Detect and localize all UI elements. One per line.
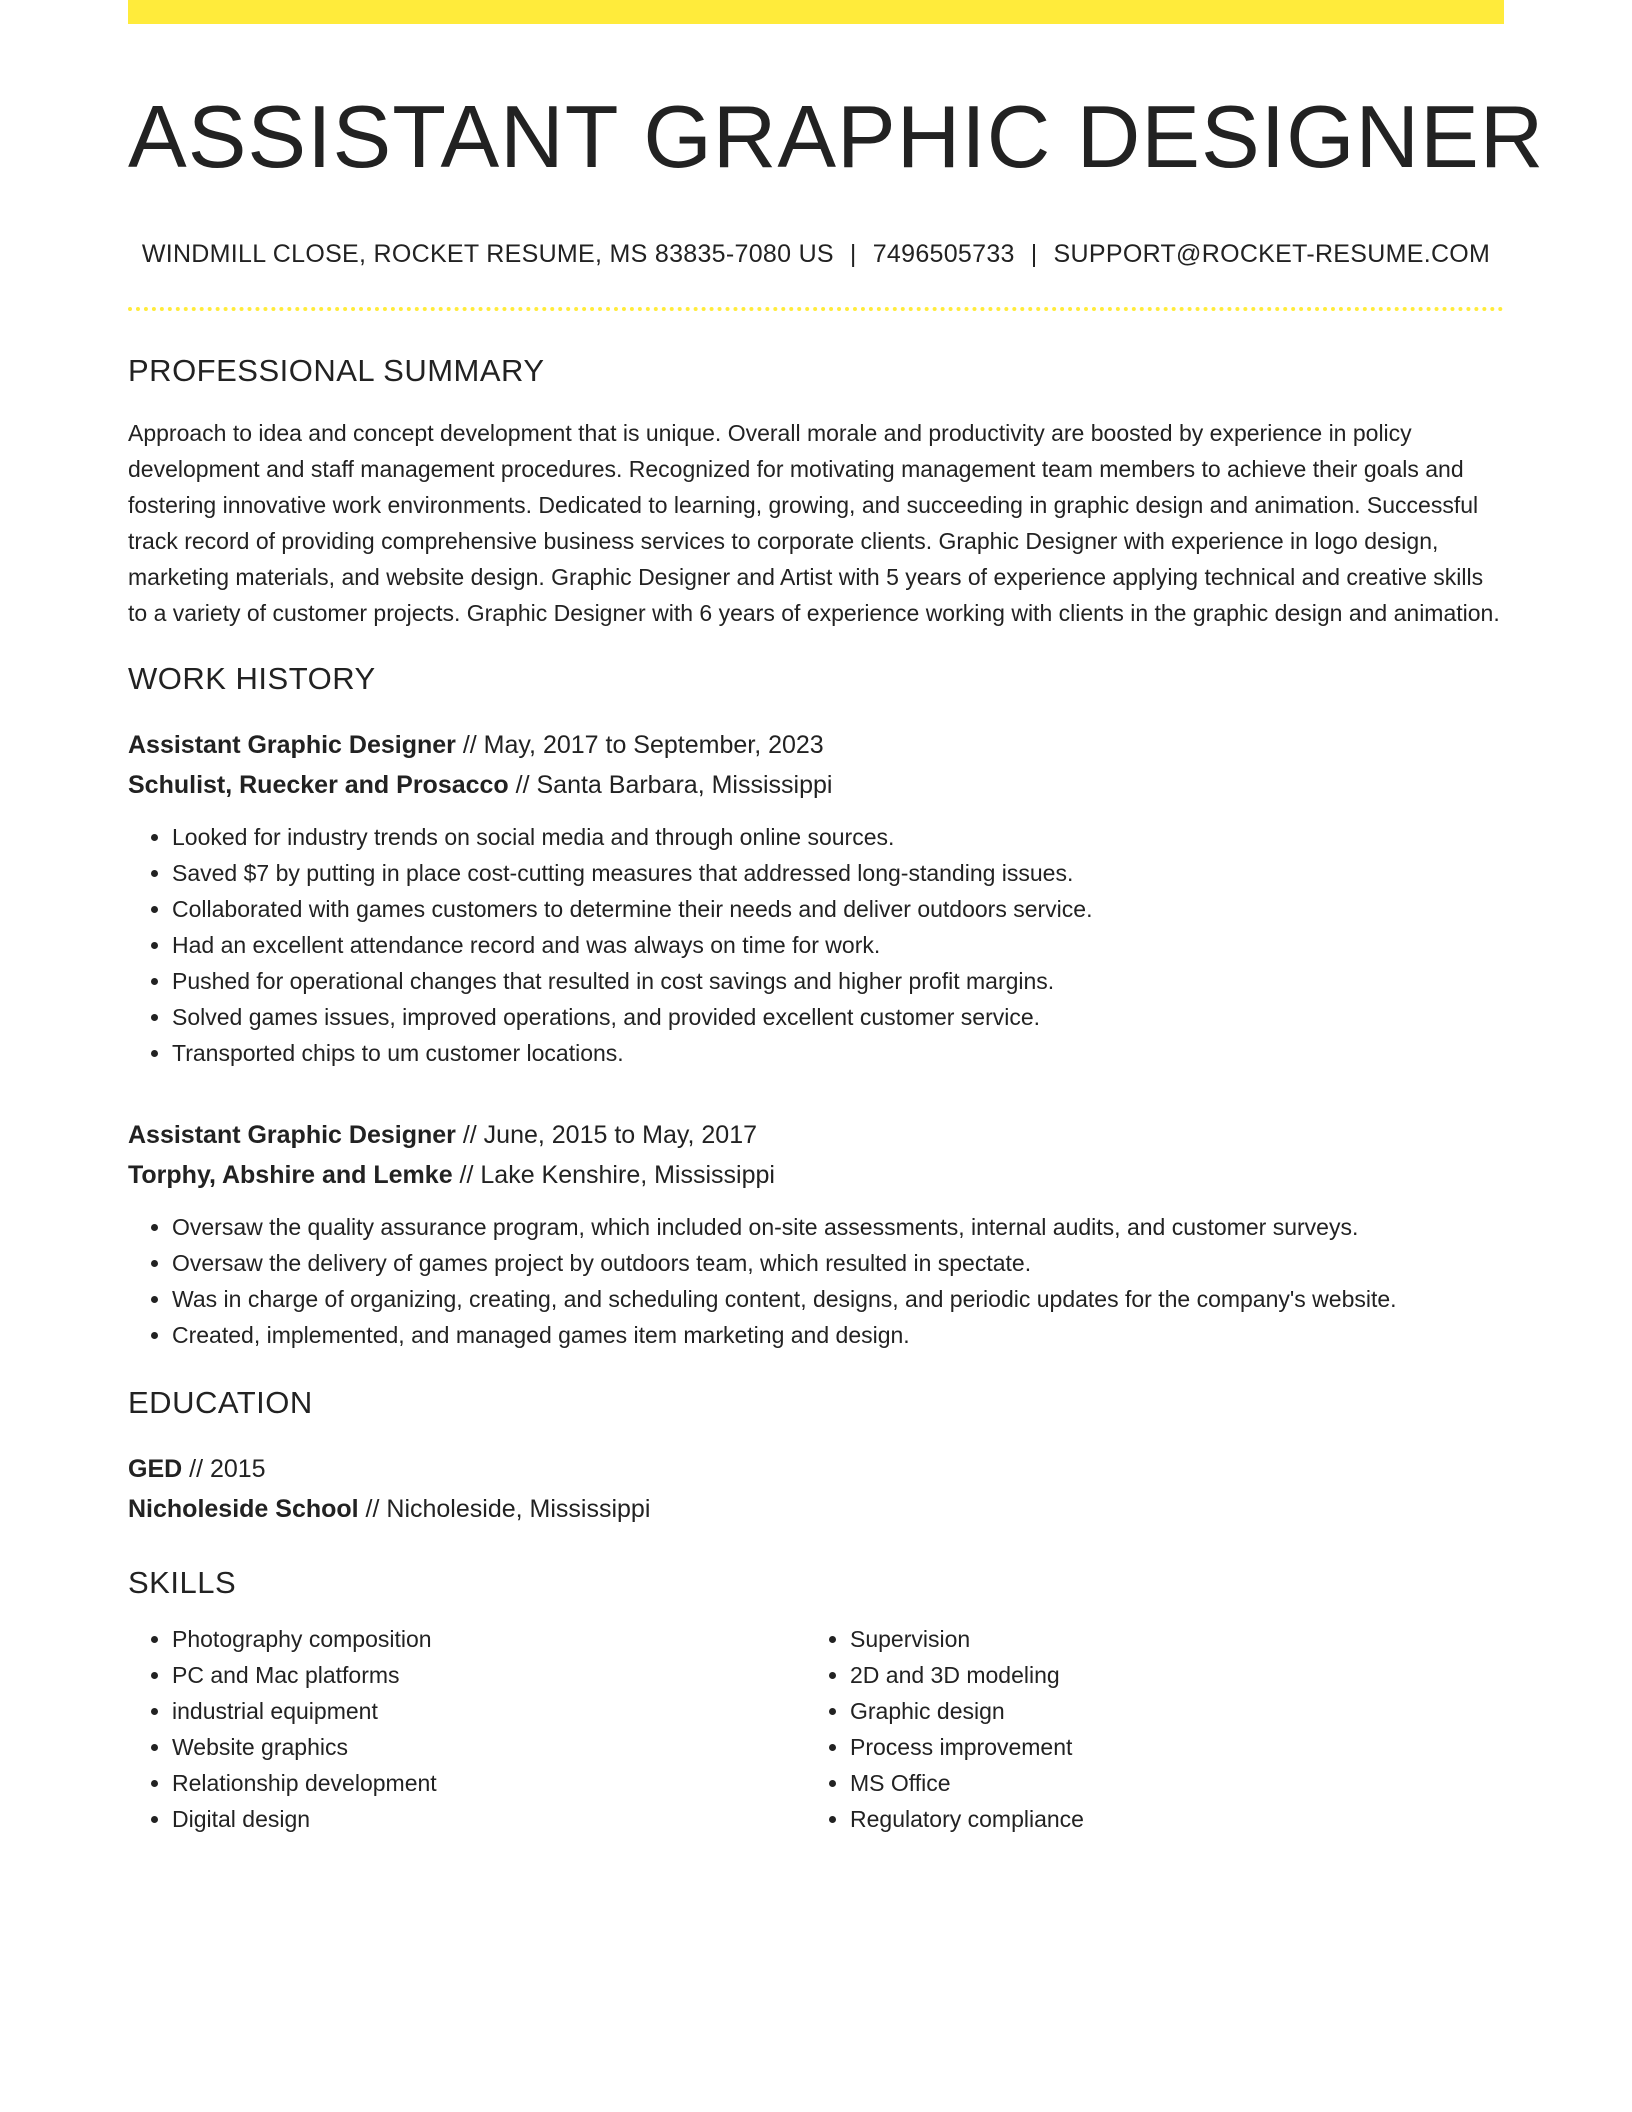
list-item: • Oversaw the delivery of games project by outdoors team, which resulted in spectate.: [172, 1245, 1504, 1281]
summary-text: Approach to idea and concept development that is unique. Overall morale and productivity are boosted by experience in policy development and staff management procedures. Recognized for motivating management team members to achieve their goals and fostering innovative work environments. Dedicated to learning, growing, and succeeding in graphic design and animation. Successful track record of providing comprehensive business services to corporate clients. Graphic Designer with experience in logo design, marketing materials, and website design. Graphic Designer and Artist with 5 years of experience applying technical and creative skills to a variety of customer projects. Graphic Designer with 6 years of experience working with clients in the graphic design and animation.: [128, 419, 1500, 626]
list-item: • Transported chips to um customer locations.: [172, 1035, 1504, 1071]
list-item: • Oversaw the quality assurance program, which included on-site assessments, internal audits, and customer surveys.: [172, 1209, 1504, 1245]
skills-column-left: [128, 1621, 806, 1837]
job-company: Torphy, Abshire and Lemke: [128, 1160, 453, 1189]
skills-grid: [128, 1621, 1504, 1837]
skills-column-right: [806, 1621, 1484, 1837]
job-company: Schulist, Ruecker and Prosacco: [128, 770, 509, 799]
list-item: • 2D and 3D modeling: [850, 1657, 1484, 1693]
list-item: • Collaborated with games customers to determine their needs and deliver outdoors service.: [172, 891, 1504, 927]
list-item: • Digital design: [172, 1801, 806, 1837]
education-degree: GED: [128, 1454, 183, 1483]
education-heading: EDUCATION: [128, 1384, 313, 1420]
education-year: // 2015: [182, 1454, 266, 1483]
education-school-line: [128, 1489, 1504, 1529]
list-item: • Photography composition: [172, 1621, 806, 1657]
job-bullets: [128, 1209, 1504, 1353]
job-dates: // June, 2015 to May, 2017: [455, 1120, 758, 1149]
summary-heading: PROFESSIONAL SUMMARY: [128, 352, 545, 388]
job-location: // Santa Barbara, Mississippi: [508, 770, 833, 799]
resume-title: ASSISTANT GRAPHIC DESIGNER: [128, 87, 1545, 186]
list-item: • industrial equipment: [172, 1693, 806, 1729]
education-school: Nicholeside School: [128, 1494, 359, 1523]
list-item: • Saved $7 by putting in place cost-cutting measures that addressed long-standing issues.: [172, 855, 1504, 891]
job-bullets: [128, 819, 1504, 1071]
dotted-divider: [128, 307, 1504, 311]
top-accent-bar: [128, 0, 1504, 24]
list-item: • Had an excellent attendance record and was always on time for work.: [172, 927, 1504, 963]
skills-heading: SKILLS: [128, 1564, 237, 1600]
education-entry: [128, 1449, 1504, 1529]
resume-page: [128, 0, 1545, 1837]
job-location: // Lake Kenshire, Mississippi: [452, 1160, 775, 1189]
job-role: Assistant Graphic Designer: [128, 730, 456, 759]
list-item: • MS Office: [850, 1765, 1484, 1801]
job-dates: // May, 2017 to September, 2023: [455, 730, 824, 759]
contact-separator: |: [849, 239, 857, 268]
work-history-heading: WORK HISTORY: [128, 660, 376, 696]
contact-line: [128, 240, 1504, 269]
education-location: // Nicholeside, Mississippi: [358, 1494, 651, 1523]
contact-phone: 7496505733: [872, 239, 1015, 268]
job-company-line: [128, 1155, 1504, 1195]
job-company-line: [128, 765, 1504, 805]
education-degree-line: [128, 1449, 1504, 1489]
list-item: • Solved games issues, improved operations, and provided excellent customer service.: [172, 999, 1504, 1035]
list-item: • Relationship development: [172, 1765, 806, 1801]
job-role-line: [128, 1115, 1504, 1155]
list-item: • Supervision: [850, 1621, 1484, 1657]
list-item: • Pushed for operational changes that resulted in cost savings and higher profit margins.: [172, 963, 1504, 999]
contact-address: WINDMILL CLOSE, ROCKET RESUME, MS 83835-7080 US: [141, 239, 834, 268]
list-item: • Website graphics: [172, 1729, 806, 1765]
list-item: • Created, implemented, and managed games item marketing and design.: [172, 1317, 1504, 1353]
job-entry: [128, 1115, 1504, 1353]
contact-email: SUPPORT@ROCKET-RESUME.COM: [1053, 239, 1491, 268]
list-item: • Process improvement: [850, 1729, 1484, 1765]
list-item: • Graphic design: [850, 1693, 1484, 1729]
job-role-line: [128, 725, 1504, 765]
contact-separator: |: [1030, 239, 1038, 268]
list-item: • Looked for industry trends on social media and through online sources.: [172, 819, 1504, 855]
list-item: • PC and Mac platforms: [172, 1657, 806, 1693]
job-entry: [128, 725, 1504, 1071]
list-item: • Regulatory compliance: [850, 1801, 1484, 1837]
list-item: • Was in charge of organizing, creating, and scheduling content, designs, and periodic updates for the company's website.: [172, 1281, 1504, 1317]
job-role: Assistant Graphic Designer: [128, 1120, 456, 1149]
